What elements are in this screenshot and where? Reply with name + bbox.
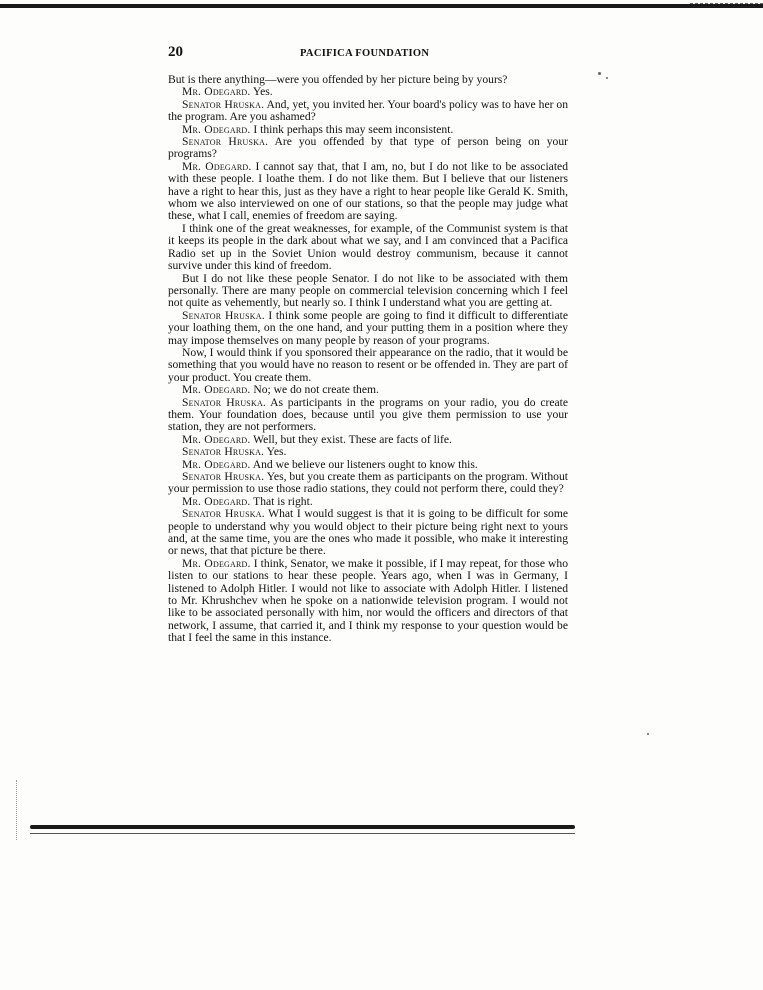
paragraph-text: Yes. [252, 85, 273, 99]
bottom-scan-edge-thin [30, 833, 575, 834]
paragraph-text: Well, but they exist. These are facts of life. [253, 432, 452, 446]
speaker-name: Senator Hruska. [182, 135, 269, 149]
running-head-title: PACIFICA FOUNDATION [300, 48, 430, 59]
speaker-name: Mr. Odegard. [182, 122, 251, 136]
speaker-name: Senator Hruska. [182, 395, 267, 409]
paragraph-text: Yes, but you create them as participants on the program. Without your permission to use those radio stations, they could not perform there, could they? [168, 470, 568, 496]
transcript-paragraph [168, 471, 568, 496]
paragraph-text: I think some people are going to find it difficult to differentiate your loathing them, on the one hand, and your putting them in a position where they may impose themselves on many people by reason of your programs. [168, 308, 568, 347]
left-scan-margin-marks [16, 780, 19, 840]
speaker-name: Senator Hruska. [182, 97, 265, 111]
paragraph-text: That is right. [253, 494, 313, 508]
paragraph-text: Are you offended by that type of person being on your programs? [168, 135, 569, 161]
speaker-name: Mr. Odegard. [182, 494, 251, 508]
transcript-paragraph [168, 508, 568, 558]
paragraph-text: And, yet, you invited her. Your board's policy was to have her on the program. Are you ashamed? [168, 97, 568, 124]
transcript-paragraph [168, 397, 568, 434]
paragraph-text: No; we do not create them. [253, 383, 379, 397]
speaker-name: Senator Hruska. [182, 308, 265, 322]
speaker-name: Mr. Odegard. [182, 556, 251, 570]
transcript-paragraph [168, 161, 568, 223]
transcript-paragraph [168, 136, 568, 161]
top-scan-edge-dashed [690, 0, 763, 4]
paragraph-text: But I do not like these people Senator. I do not like to be associated with them personally. There are many people on commercial television concerning which I feel not quite as vehemently, but nearly so. I think I understand what you are getting at. [168, 271, 568, 310]
scan-speck [598, 72, 601, 75]
paragraph-text: And we believe our listeners ought to know this. [252, 457, 478, 471]
document-page [168, 44, 568, 645]
paragraph-text: Now, I would think if you sponsored their appearance on the radio, that it would be something that you would have no reason to resent or be offended in. They are part of your product. You create them. [168, 345, 568, 384]
page-number: 20 [168, 44, 183, 60]
speaker-name: Mr. Odegard. [182, 85, 251, 99]
speaker-name: Senator Hruska. [182, 507, 265, 521]
transcript-paragraph [168, 310, 568, 347]
paragraph-text: I think, Senator, we make it possible, if I may repeat, for those who listen to our stations to hear these people. Years ago, when I was in Germany, I listened to Adolph Hitler. I would not like to associate with Adolph Hitler. I listened to Mr. Khrushchev when he spoke on a nationwide television program. I would not like to be associated personally with him, nor would the officers and directors of that network, I assume, that carried it, and I think my response to your question would be that I feel the same in this instance. [168, 556, 568, 645]
speaker-name: Mr. Odegard. [182, 383, 251, 397]
speaker-name: Mr. Odegard. [182, 457, 251, 471]
transcript-paragraph [168, 99, 568, 124]
bottom-scan-edge [30, 825, 575, 829]
speaker-name: Mr. Odegard. [182, 432, 251, 446]
transcript-paragraph [168, 223, 568, 273]
transcript-body [168, 74, 568, 645]
scan-speck [647, 733, 649, 735]
top-scan-edge [0, 4, 763, 8]
paragraph-text: But is there anything—were you offended by her picture being by yours? [168, 73, 508, 86]
speaker-name: Senator Hruska. [182, 470, 265, 483]
paragraph-text: I cannot say that, that I am, no, but I do not like to be associated with these people. I loathe them. I do not like them. But I believe that our listeners have a right to hear this, just as they have a right to hear people like Gerald K. Smith, whom we also interviewed on one of our stations, so that the people may judge what these, what I call, enemies of freedom are saying. [168, 159, 568, 223]
transcript-paragraph [168, 558, 568, 645]
transcript-paragraph [168, 347, 568, 384]
paragraph-text: What I would suggest is that it is going to be difficult for some people to understand why you would object to their picture being right next to yours and, at the same time, you are the ones who made it possible, who make it interesting or news, that that picture be there. [168, 507, 568, 558]
paragraph-text: I think perhaps this may seem inconsistent. [253, 122, 454, 136]
speaker-name: Senator Hruska. [182, 445, 265, 459]
running-head [168, 44, 568, 74]
transcript-paragraph [168, 273, 568, 310]
speaker-name: Mr. Odegard. [182, 159, 252, 173]
paragraph-text: I think one of the great weaknesses, for example, of the Communist system is that it keeps its people in the dark about what we say, and I am convinced that a Pacifica Radio set up in the Soviet Union would destroy communism, because it cannot survive under this kind of freedom. [168, 221, 568, 273]
scan-speck [606, 77, 608, 79]
paragraph-text: As participants in the programs on your radio, you do create them. Your foundation does, because until you give them permission to use your station, they are not performers. [168, 395, 568, 434]
paragraph-text: Yes. [266, 445, 287, 459]
